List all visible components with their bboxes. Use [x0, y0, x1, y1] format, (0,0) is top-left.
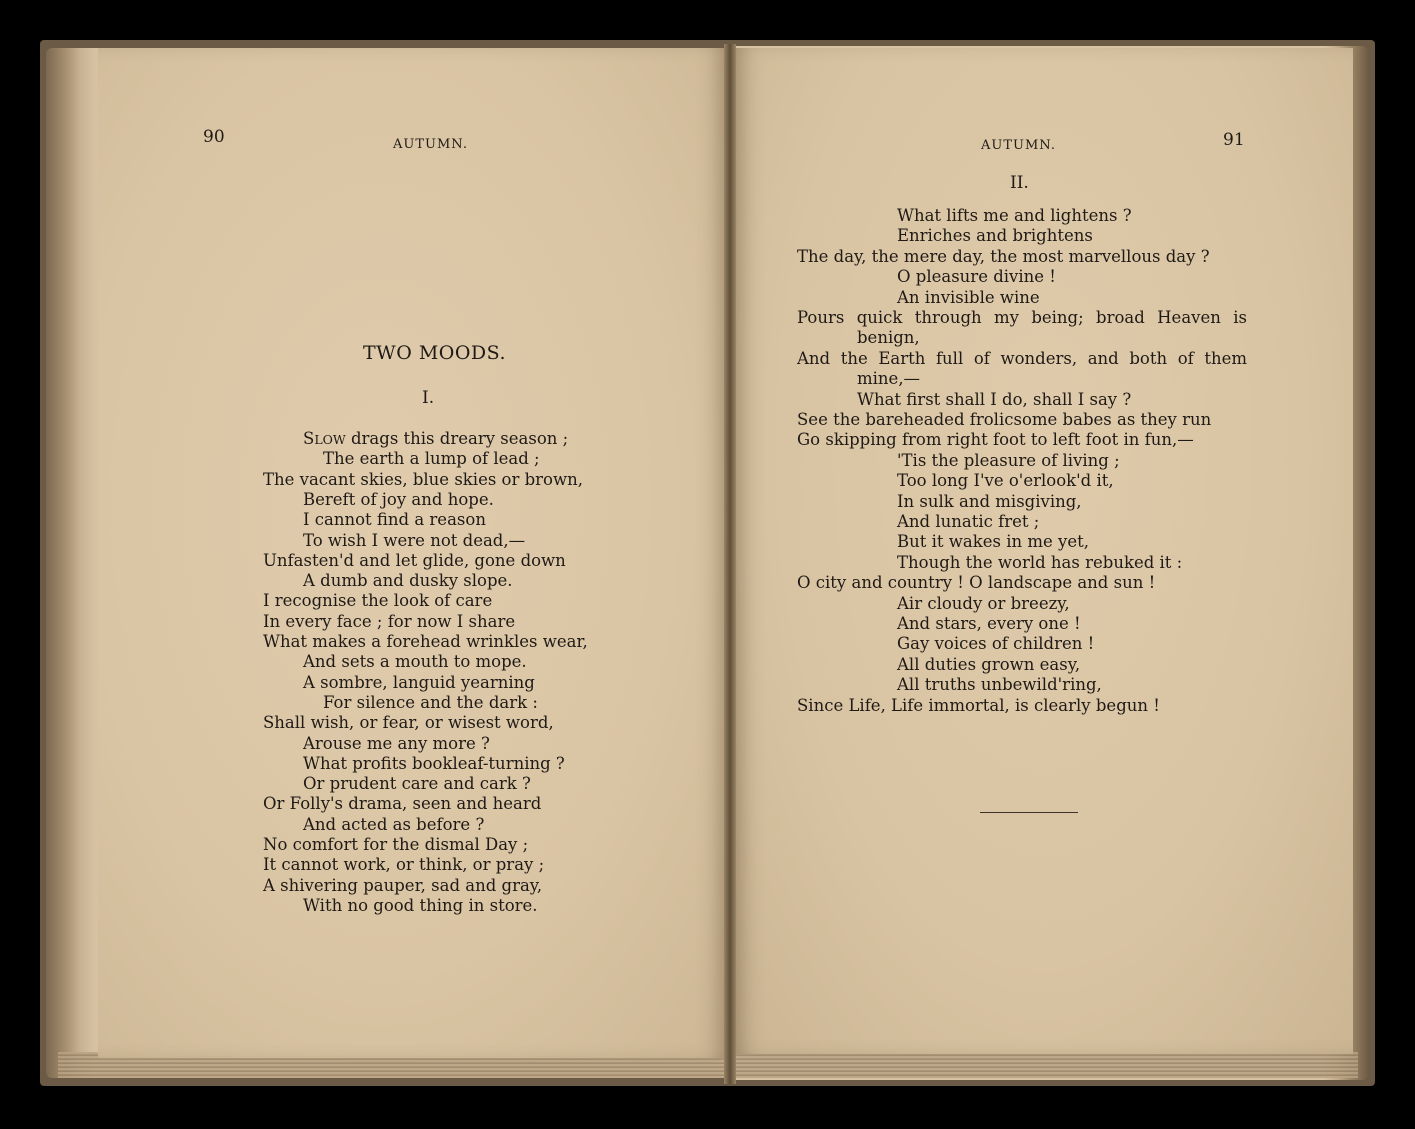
poem-line: All duties grown easy,: [897, 654, 1081, 674]
poem-line: An invisible wine: [897, 287, 1040, 307]
poem-line: The earth a lump of lead ;: [323, 449, 540, 469]
poem-line: And stars, every one !: [897, 614, 1081, 633]
poem-line: Since Life, Life immortal, is clearly begun !: [797, 695, 1160, 715]
book-gutter: [724, 44, 736, 1084]
poem-line: I recognise the look of care: [263, 591, 493, 611]
poem-line: In sulk and misgiving,: [897, 491, 1082, 511]
poem-line: And acted as before ?: [303, 814, 485, 834]
poem-line: To wish I were not dead,—: [303, 530, 526, 550]
section-numeral-1: I.: [422, 388, 435, 408]
poem-line: Arouse me any more ?: [303, 733, 490, 753]
poem-line: All truths unbewild'ring,: [897, 675, 1102, 695]
poem-line: O pleasure divine !: [897, 267, 1056, 287]
poem-line: The day, the mere day, the most marvellous day ?: [797, 246, 1210, 266]
right-page: [733, 48, 1353, 1054]
poem-line: See the bareheaded frolicsome babes as they run: [797, 410, 1212, 429]
poem-line: Air cloudy or breezy,: [897, 593, 1070, 613]
poem-line: And sets a mouth to mope.: [303, 652, 527, 672]
poem-line: benign,: [857, 328, 920, 348]
poem-line: Bereft of joy and hope.: [303, 489, 494, 509]
poem-line: Unfasten'd and let glide, gone down: [263, 550, 566, 570]
poem-line: Shall wish, or fear, or wisest word,: [263, 713, 554, 733]
poem-line: For silence and the dark :: [323, 692, 538, 712]
poem-line: But it wakes in me yet,: [897, 532, 1089, 552]
page-number-right: 91: [1223, 130, 1245, 150]
poem-line: Or prudent care and cark ?: [303, 774, 531, 794]
poem-line: Gay voices of children !: [897, 634, 1095, 654]
poem-line: Enriches and brightens: [897, 226, 1093, 246]
poem-line: In every face ; for now I share: [263, 611, 516, 631]
poem-line: Or Folly's drama, seen and heard: [263, 794, 542, 814]
section-numeral-2: II.: [1010, 173, 1029, 193]
poem-line: With no good thing in store.: [303, 895, 538, 915]
poem-line: And lunatic fret ;: [897, 512, 1040, 531]
poem-line: No comfort for the dismal Day ;: [263, 835, 529, 854]
poem-line: I cannot find a reason: [303, 510, 486, 530]
left-page: [98, 48, 728, 1058]
poem-line: The vacant skies, blue skies or brown,: [263, 469, 583, 489]
poem-line: O city and country ! O landscape and sun !: [797, 573, 1156, 593]
end-rule: [980, 812, 1078, 813]
poem-line: mine,—: [857, 369, 921, 389]
poem-line: Go skipping from right foot to left foot in fun,—: [797, 430, 1194, 450]
running-head-left: AUTUMN.: [393, 137, 468, 152]
poem-line: What first shall I do, shall I say ?: [857, 389, 1132, 409]
poem-line: And the Earth full of wonders, and both of them: [797, 348, 1247, 368]
poem-line: A dumb and dusky slope.: [303, 571, 513, 591]
poem-line: Pours quick through my being; broad Heaven is: [797, 308, 1247, 327]
poem-line: SLOW drags this dreary season ;: [303, 429, 569, 448]
poem-line: What makes a forehead wrinkles wear,: [263, 632, 588, 651]
poem-line: Too long I've o'erlook'd it,: [897, 471, 1114, 491]
poem-line: 'Tis the pleasure of living ;: [897, 450, 1120, 470]
page-number-left: 90: [203, 127, 225, 147]
running-head-right: AUTUMN.: [981, 138, 1056, 153]
poem-line: What profits bookleaf-turning ?: [303, 753, 565, 773]
poem-line: It cannot work, or think, or pray ;: [263, 855, 545, 875]
poem-line: A shivering pauper, sad and gray,: [263, 875, 543, 895]
poem-title: TWO MOODS.: [363, 342, 507, 364]
poem-line: What lifts me and lightens ?: [897, 206, 1132, 225]
poem-line: A sombre, languid yearning: [303, 672, 535, 692]
poem-line: Though the world has rebuked it :: [897, 552, 1183, 572]
